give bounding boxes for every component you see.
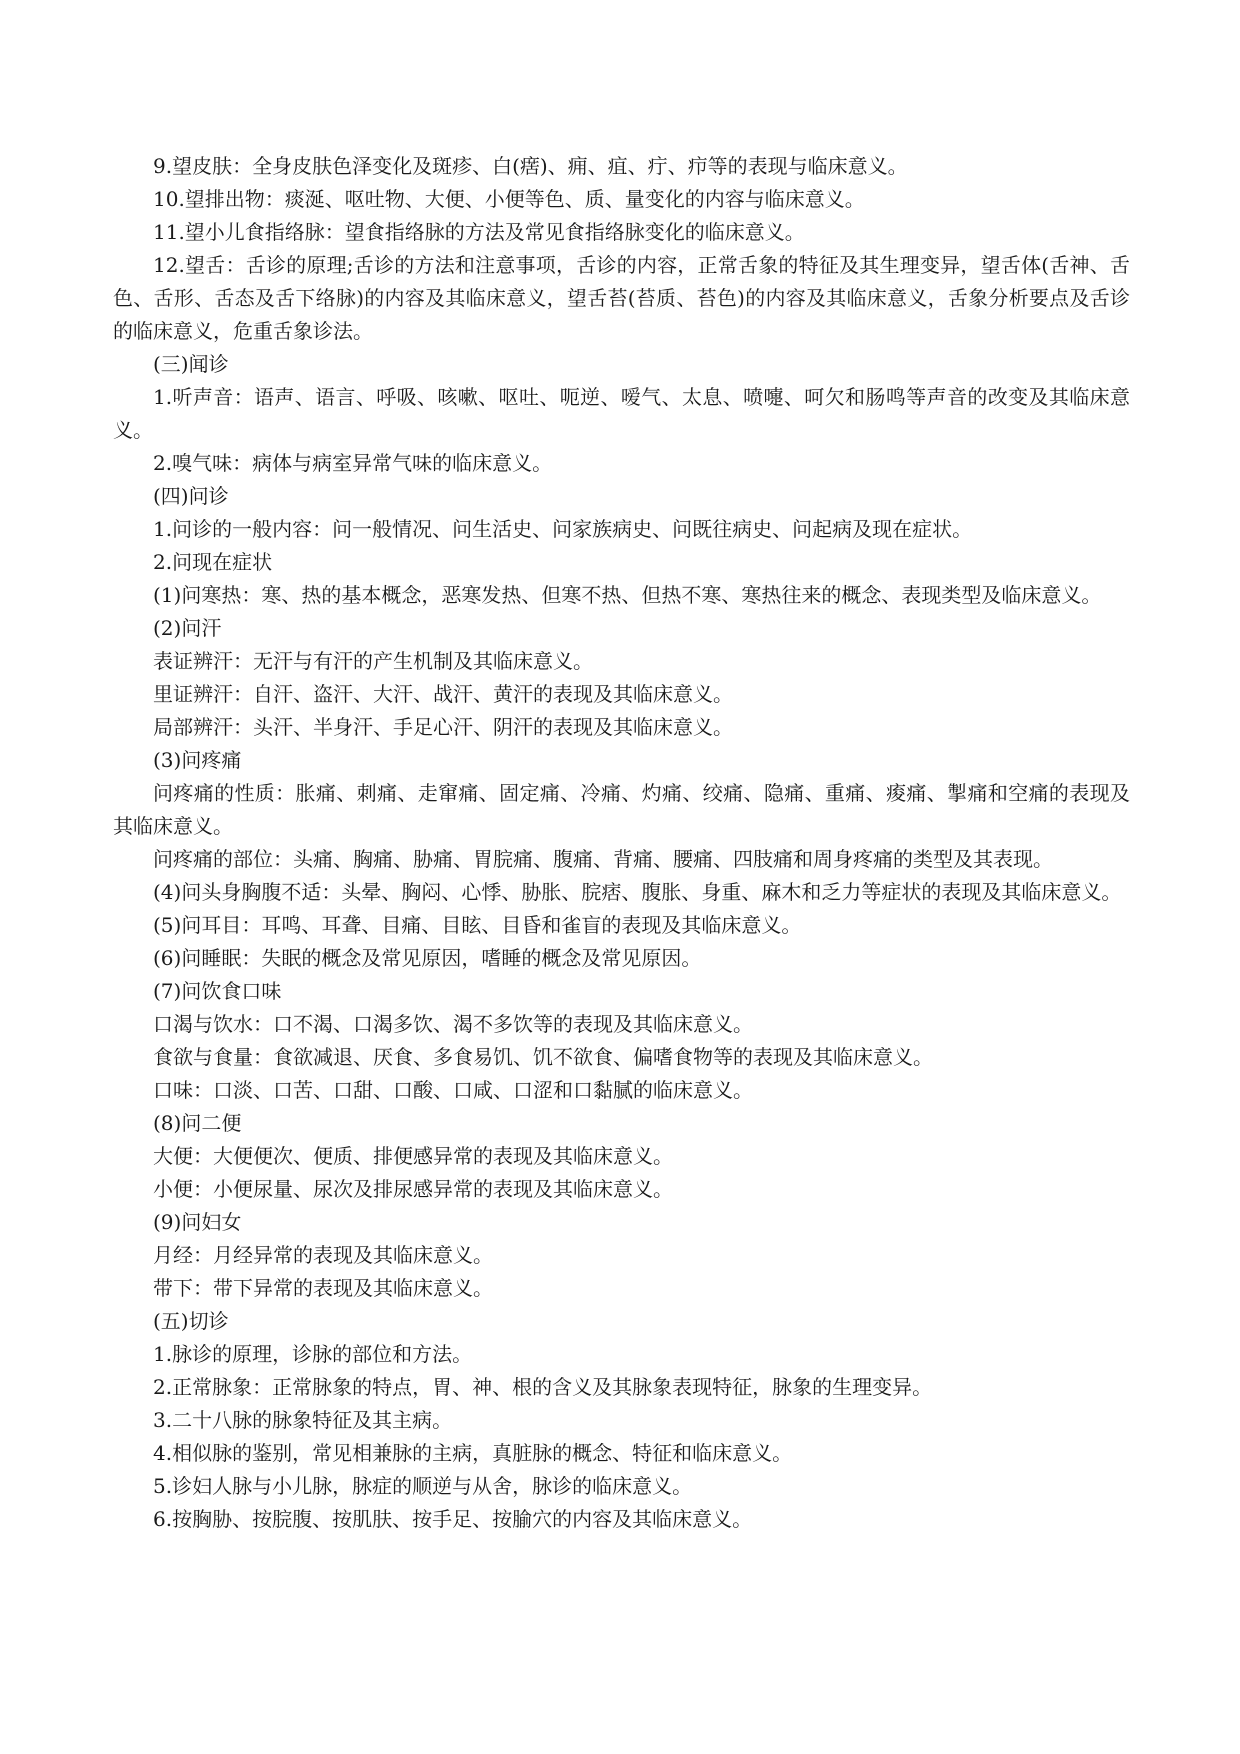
paragraph: 2.正常脉象：正常脉象的特点，胃、神、根的含义及其脉象表现特征，脉象的生理变异。 <box>153 1375 933 1399</box>
paragraph: (4)问头身胸腹不适：头晕、胸闷、心悸、胁胀、脘痞、腹胀、身重、麻木和乏力等症状的表现及其临床意义。 <box>153 880 1122 904</box>
paragraph: 局部辨汗：头汗、半身汗、手足心汗、阴汗的表现及其临床意义。 <box>153 715 733 739</box>
paragraph: 问疼痛的性质：胀痛、刺痛、走窜痛、固定痛、冷痛、灼痛、绞痛、隐痛、重痛、痠痛、掣痛和空痛的表现及其临床意义。 <box>113 781 1130 838</box>
subsection-heading: (9)问妇女 <box>153 1210 242 1234</box>
paragraph: 3.二十八脉的脉象特征及其主病。 <box>153 1408 453 1432</box>
section-heading: (五)切诊 <box>153 1309 229 1333</box>
paragraph: 1.脉诊的原理，诊脉的部位和方法。 <box>153 1342 473 1366</box>
subsection-heading: (7)问饮食口味 <box>153 979 282 1003</box>
paragraph: 食欲与食量：食欲减退、厌食、多食易饥、饥不欲食、偏嗜食物等的表现及其临床意义。 <box>153 1045 933 1069</box>
paragraph: 9.望皮肤：全身皮肤色泽变化及斑疹、白(瘔)、痈、疽、疔、疖等的表现与临床意义。 <box>153 154 908 178</box>
subsection-heading: (8)问二便 <box>153 1111 242 1135</box>
paragraph: 口渴与饮水：口不渴、口渴多饮、渴不多饮等的表现及其临床意义。 <box>153 1012 753 1036</box>
paragraph: 1.问诊的一般内容：问一般情况、问生活史、问家族病史、问既往病史、问起病及现在症状。 <box>153 517 973 541</box>
paragraph: 6.按胸胁、按脘腹、按肌肤、按手足、按腧穴的内容及其临床意义。 <box>153 1507 753 1531</box>
paragraph: 12.望舌：舌诊的原理;舌诊的方法和注意事项，舌诊的内容，正常舌象的特征及其生理变异，望舌体(舌神、舌色、舌形、舌态及舌下络脉)的内容及其临床意义，望舌苔(苔质、苔色)的内容及其临床意义，舌象分析要点及舌诊的临床意义，危重舌象诊法。 <box>113 253 1130 343</box>
paragraph: 带下：带下异常的表现及其临床意义。 <box>153 1276 493 1300</box>
section-heading: (三)闻诊 <box>153 352 229 376</box>
paragraph: 5.诊妇人脉与小儿脉，脉症的顺逆与从舍，脉诊的临床意义。 <box>153 1474 693 1498</box>
paragraph: (5)问耳目：耳鸣、耳聋、目痛、目眩、目昏和雀盲的表现及其临床意义。 <box>153 913 802 937</box>
paragraph: 月经：月经异常的表现及其临床意义。 <box>153 1243 493 1267</box>
paragraph: 问疼痛的部位：头痛、胸痛、胁痛、胃脘痛、腹痛、背痛、腰痛、四肢痛和周身疼痛的类型及其表现。 <box>153 847 1053 871</box>
document-page <box>113 150 1130 1536</box>
paragraph: 表证辨汗：无汗与有汗的产生机制及其临床意义。 <box>153 649 593 673</box>
paragraph: 小便：小便尿量、尿次及排尿感异常的表现及其临床意义。 <box>153 1177 673 1201</box>
paragraph: (1)问寒热：寒、热的基本概念，恶寒发热、但寒不热、但热不寒、寒热往来的概念、表现类型及临床意义。 <box>153 583 1102 607</box>
paragraph: 11.望小儿食指络脉：望食指络脉的方法及常见食指络脉变化的临床意义。 <box>153 220 805 244</box>
paragraph: 口味：口淡、口苦、口甜、口酸、口咸、口涩和口黏腻的临床意义。 <box>153 1078 753 1102</box>
paragraph: 大便：大便便次、便质、排便感异常的表现及其临床意义。 <box>153 1144 673 1168</box>
subsection-heading: (2)问汗 <box>153 616 222 640</box>
paragraph: 1.听声音：语声、语言、呼吸、咳嗽、呕吐、呃逆、嗳气、太息、喷嚏、呵欠和肠鸣等声音的改变及其临床意义。 <box>113 385 1130 442</box>
paragraph: (6)问睡眠：失眠的概念及常见原因，嗜睡的概念及常见原因。 <box>153 946 702 970</box>
section-heading: (四)问诊 <box>153 484 229 508</box>
paragraph: 10.望排出物：痰涎、呕吐物、大便、小便等色、质、量变化的内容与临床意义。 <box>153 187 865 211</box>
paragraph: 2.嗅气味：病体与病室异常气味的临床意义。 <box>153 451 553 475</box>
paragraph: 2.问现在症状 <box>153 550 273 574</box>
paragraph: 4.相似脉的鉴别，常见相兼脉的主病，真脏脉的概念、特征和临床意义。 <box>153 1441 793 1465</box>
subsection-heading: (3)问疼痛 <box>153 748 242 772</box>
paragraph: 里证辨汗：自汗、盗汗、大汗、战汗、黄汗的表现及其临床意义。 <box>153 682 733 706</box>
